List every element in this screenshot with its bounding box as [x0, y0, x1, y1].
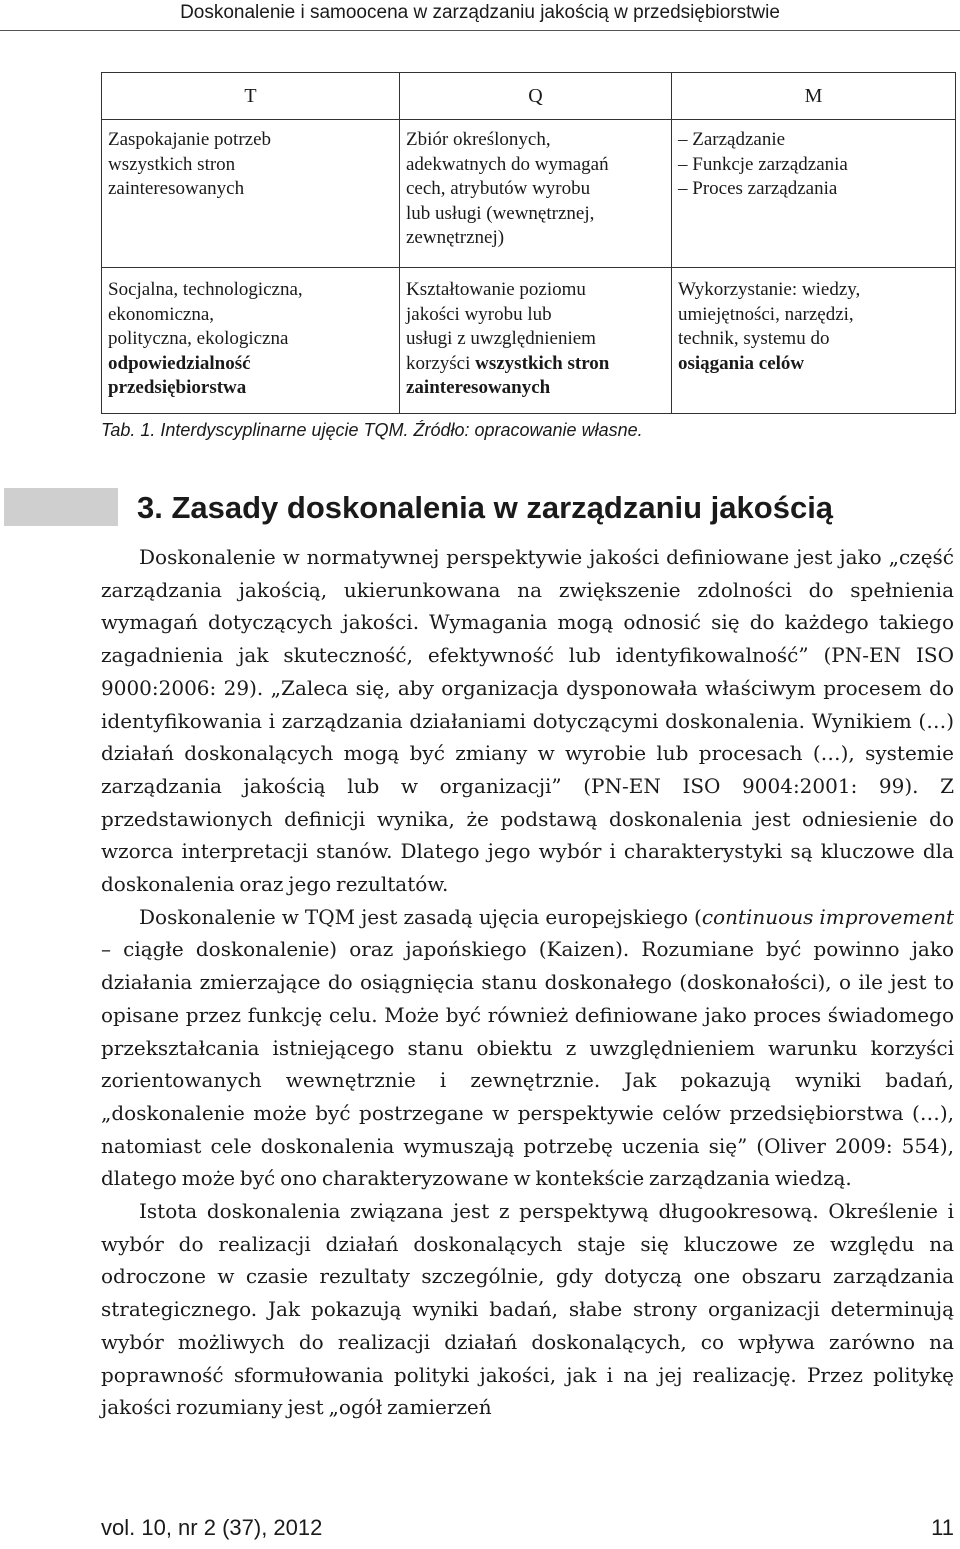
cell-line-bold: odpowiedzialność: [108, 352, 251, 374]
page-number: 11: [931, 1515, 954, 1540]
cell-q-row2: [400, 268, 672, 414]
cell-line: – Zarządzanie: [678, 129, 786, 150]
cell-m-row2: [672, 268, 956, 414]
running-header: Doskonalenie i samoocena w zarządzaniu jakością w przedsiębiorstwie: [0, 0, 960, 31]
cell-line: lub usługi (wewnętrznej,: [406, 202, 595, 224]
cell-text-bold: wszystkich stron: [475, 352, 610, 374]
cell-line: Zbiór określonych,: [406, 129, 551, 150]
cell-line: technik, systemu do: [678, 328, 830, 349]
cell-m-row1: [672, 120, 956, 268]
cell-line: umiejętności, narzędzi,: [678, 303, 854, 325]
cell-text: korzyści: [406, 352, 476, 374]
section-heading: 3. Zasady doskonalenia w zarządzaniu jakością: [137, 490, 834, 525]
cell-line: cech, atrybutów wyrobu: [406, 178, 591, 199]
header-m: M: [672, 73, 956, 120]
body-text: [101, 541, 954, 1424]
cell-line-bold: przedsiębiorstwa: [108, 377, 247, 398]
cell-line: zewnętrznej): [406, 227, 505, 248]
cell-line: jakości wyrobu lub: [406, 303, 552, 325]
header-q: Q: [400, 73, 672, 120]
cell-line: Zaspokajanie potrzeb: [108, 129, 272, 150]
paragraph: Istota doskonalenia związana jest z perspektywą długookresową. Określenie i wybór do realizacji działań doskonalących staje się kluczowe ze względu na odroczone w czasie rezultaty szczególnie, gdy dotyczą one obszaru zarządzania strategicznego. Jak pokazują wyniki badań, słabe strony organizacji determinują wybór możliwych do realizacji działań doskonalących, co wpływa zarówno na poprawność sformułowania polityki jakości, jak i na jej realizację. Przez politykę jakości rozumiany jest „ogół zamierzeń: [101, 1199, 954, 1420]
table-caption: Tab. 1. Interdyscyplinarne ujęcie TQM. Źródło: opracowanie własne.: [101, 420, 643, 440]
paragraph-text: Doskonalenie w TQM jest zasadą ujęcia europejskiego (: [139, 904, 702, 929]
cell-t-row2: [102, 268, 400, 414]
paragraph: Doskonalenie w normatywnej perspektywie jakości definiowane jest jako „część zarządzania jakością, ukierunkowana na zwiększenie zdolności do spełnienia wymagań dotyczących jakości. Wymagania mogą odnosić się do każdego takiego zagadnienia jak skuteczność, efektywność lub identyfikowalność” (PN-EN ISO 9000:2006: 29). „Zaleca się, aby organizacja dysponowała właściwym procesem do identyfikowania i zarządzania działaniami dotyczącymi doskonalenia. Wynikiem (…) działań doskonalących mogą być zmiany w wyrobie lub procesach (…), systemie zarządzania jakością lub w organizacji” (PN-EN ISO 9004:2001: 99). Z przedstawionych definicji wynika, że podstawą doskonalenia jest odniesienie do wzorca interpretacji stanów. Dlatego jego wybór i charakterystyki są kluczowe dla doskonalenia oraz jego rezultatów.: [101, 545, 954, 897]
header-t: T: [102, 73, 400, 120]
cell-line: – Funkcje zarządzania: [678, 153, 848, 175]
table-header-row: [102, 73, 956, 120]
cell-line-bold: zainteresowanych: [406, 377, 551, 398]
cell-line: [406, 352, 665, 377]
section-marker: [4, 488, 118, 526]
cell-line: ekonomiczna,: [108, 303, 215, 325]
cell-t-row1: [102, 120, 400, 268]
cell-line: wszystkich stron: [108, 153, 236, 175]
paragraph-text: – ciągłe doskonalenie) oraz japońskiego (Kaizen). Rozumiane być powinno jako działania zmierzające do osiągnięcia stanu doskonałego (doskonałości), o ile jest to opisane przez funkcję celu. Może być również definiowane jako proces świadomego przekształcania istniejącego stanu obiektu z uwzględnieniem warunku korzyści zorientowanych wewnętrznie i zewnętrznie. Jak pokazują wyniki badań, „doskonalenie może być postrzegane w perspektywie celów przedsiębiorstwa (…), natomiast cele doskonalenia wymuszają potrzebę uczenia się” (Oliver 2009: 554), dlatego może być ono charakteryzowane w kontekście zarządzania wiedzą.: [101, 937, 954, 1191]
cell-line: Socjalna, technologiczna,: [108, 279, 303, 300]
tqm-table: [101, 72, 956, 414]
cell-q-row1: [400, 120, 672, 268]
journal-issue: vol. 10, nr 2 (37), 2012: [101, 1515, 323, 1540]
cell-line: zainteresowanych: [108, 178, 245, 199]
cell-line: usługi z uwzględnieniem: [406, 328, 596, 349]
paragraph: [101, 901, 954, 1195]
cell-line: – Proces zarządzania: [678, 178, 838, 199]
table-row: [102, 120, 956, 268]
table-row: [102, 268, 956, 414]
cell-line: Kształtowanie poziomu: [406, 279, 586, 300]
paragraph-italic: continuous improvement: [701, 904, 955, 929]
cell-line-bold: osiągania celów: [678, 352, 805, 374]
cell-line: polityczna, ekologiczna: [108, 328, 289, 349]
cell-line: Wykorzystanie: wiedzy,: [678, 279, 861, 300]
cell-line: adekwatnych do wymagań: [406, 153, 609, 175]
